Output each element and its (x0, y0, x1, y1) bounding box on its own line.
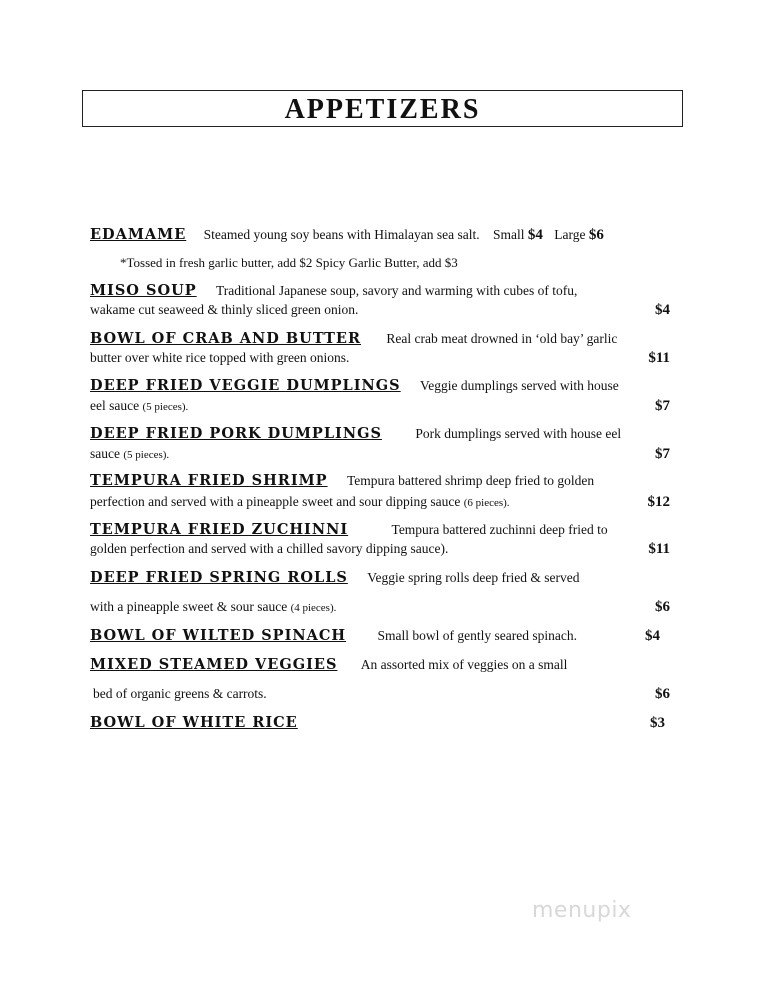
menu-item-crab-butter-line2 (90, 349, 670, 367)
menu-item-pork-dumplings (90, 425, 670, 443)
menu-item-veggie-dumplings-line2 (90, 397, 670, 416)
title-box (82, 90, 683, 127)
item-description: Veggie dumplings served with house (420, 378, 619, 393)
item-price: $12 (647, 494, 670, 510)
menu-item-steamed-veggies-line2 (93, 685, 670, 703)
item-description: with a pineapple sweet & sour sauce (90, 599, 288, 614)
item-price: $11 (648, 350, 670, 366)
menu-item-pork-dumplings-line2 (90, 445, 670, 464)
price-large: $6 (588, 227, 604, 243)
menu-item-wilted-spinach (90, 627, 670, 645)
item-name: BOWL OF WILTED SPINACH (90, 627, 347, 644)
item-price: $7 (655, 446, 670, 462)
item-name: DEEP FRIED VEGGIE DUMPLINGS (90, 377, 401, 394)
menu-item-edamame (90, 226, 670, 244)
page-title: APPETIZERS (284, 94, 481, 125)
item-price: $3 (650, 715, 665, 731)
menu-item-miso-soup-line2 (90, 301, 670, 319)
item-description: Real crab meat drowned in ‘old bay’ garlic (386, 331, 618, 346)
item-price: $4 (655, 302, 670, 318)
menu-item-crab-butter (90, 330, 670, 348)
item-description: Steamed young soy beans with Himalayan sea salt. (203, 227, 480, 242)
item-name: BOWL OF CRAB AND BUTTER (90, 330, 361, 347)
item-description: Tempura battered shrimp deep fried to golden (346, 473, 595, 488)
item-description: butter over white rice topped with green onions. (90, 350, 350, 365)
menu-item-spring-rolls (90, 569, 670, 587)
watermark-logo: menupix (532, 898, 632, 923)
size-small-label: Small (492, 227, 525, 242)
item-name: TEMPURA FRIED ZUCHINNI (90, 521, 349, 538)
edamame-note: *Tossed in fresh garlic butter, add $2 Spicy Garlic Butter, add $3 (120, 255, 458, 270)
item-name: TEMPURA FRIED SHRIMP (90, 472, 328, 489)
item-description: Pork dumplings served with house eel (415, 426, 622, 441)
size-large-label: Large (554, 227, 586, 242)
item-price: $4 (645, 628, 660, 644)
item-description: perfection and served with a pineapple sweet and sour dipping sauce (90, 494, 461, 509)
item-pieces: (5 pieces). (142, 401, 189, 413)
menu-item-veggie-dumplings (90, 377, 670, 395)
item-description: sauce (90, 446, 120, 461)
menu-item-steamed-veggies (90, 656, 670, 674)
item-name: MIXED STEAMED VEGGIES (90, 656, 338, 673)
item-description: Tempura battered zuchinni deep fried to (391, 522, 608, 537)
menu-item-spring-rolls-line2 (90, 598, 670, 617)
item-name: DEEP FRIED PORK DUMPLINGS (90, 425, 382, 442)
item-description: golden perfection and served with a chilled savory dipping sauce). (90, 541, 449, 556)
menu-item-tempura-zucchini-line2 (90, 540, 670, 558)
item-description: An assorted mix of veggies on a small (360, 657, 568, 672)
item-pieces: (5 pieces). (123, 449, 170, 461)
item-pieces: (6 pieces). (463, 497, 510, 509)
item-description: Veggie spring rolls deep fried & served (367, 570, 580, 585)
item-price: $11 (648, 541, 670, 557)
menu-item-tempura-zucchini (90, 521, 670, 539)
item-name: BOWL OF WHITE RICE (90, 714, 298, 731)
item-name: EDAMAME (90, 226, 187, 243)
price-small: $4 (527, 227, 543, 243)
item-price: $6 (655, 686, 670, 702)
item-pieces: (4 pieces). (290, 602, 337, 614)
item-description: eel sauce (90, 398, 140, 413)
menu-item-tempura-shrimp (90, 472, 670, 490)
item-name: DEEP FRIED SPRING ROLLS (90, 569, 348, 586)
menu-item-miso-soup (90, 282, 670, 300)
item-description: Small bowl of gently seared spinach. (377, 628, 577, 643)
item-description: Traditional Japanese soup, savory and warming with cubes of tofu, (216, 283, 578, 298)
item-description: wakame cut seaweed & thinly sliced green onion. (90, 302, 359, 317)
item-price: $6 (655, 599, 670, 615)
menu-item-tempura-shrimp-line2 (90, 493, 670, 512)
menu-item-white-rice (90, 714, 670, 732)
item-description: bed of organic greens & carrots. (93, 686, 267, 701)
item-price: $7 (655, 398, 670, 414)
item-name: MISO SOUP (90, 282, 197, 299)
